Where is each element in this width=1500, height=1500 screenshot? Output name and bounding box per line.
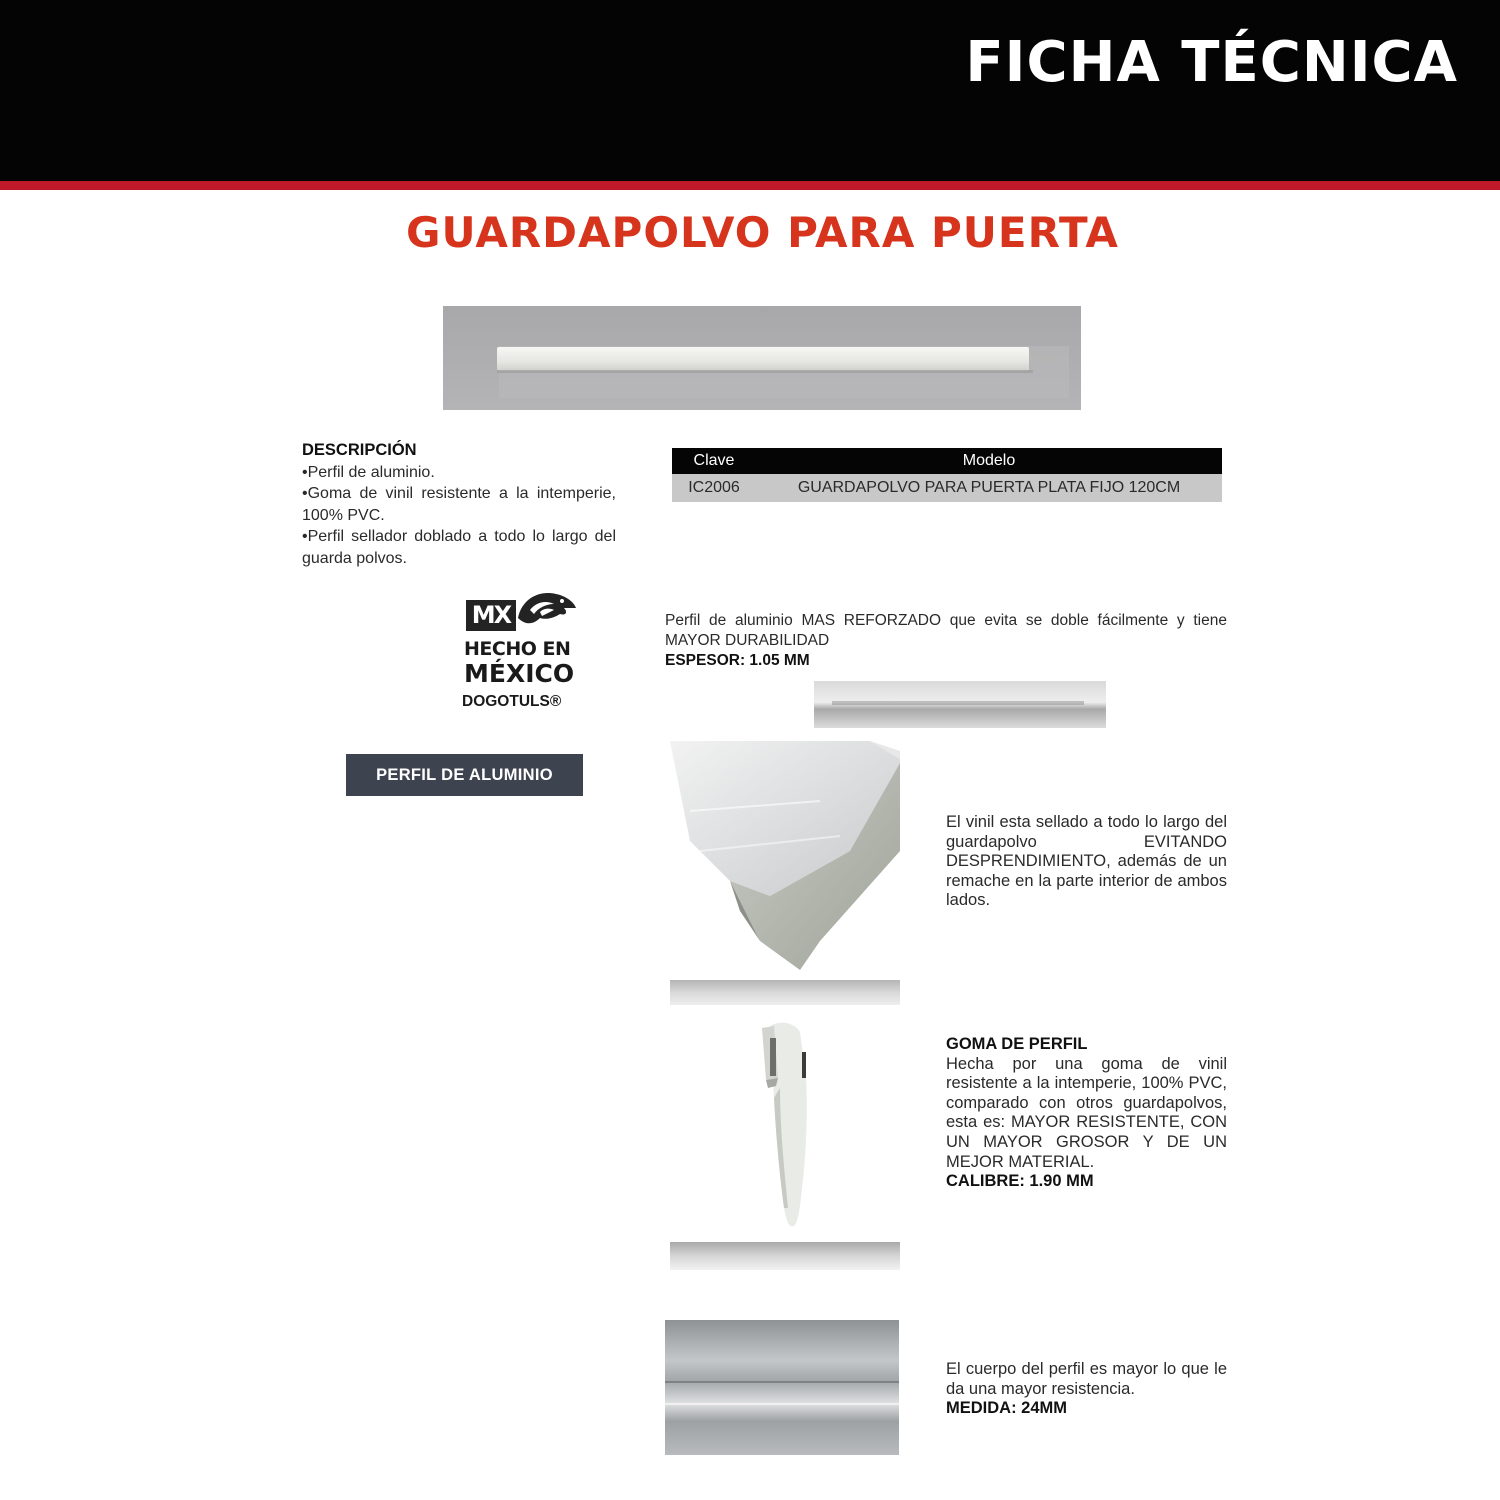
description-block — [302, 440, 616, 569]
vinil-feature — [946, 813, 1227, 911]
espesor-spec: ESPESOR: 1.05 MM — [665, 652, 810, 669]
column-header-modelo: Modelo — [756, 448, 1222, 474]
product-title: GUARDAPOLVO PARA PUERTA — [406, 208, 1119, 257]
vinil-text: El vinil esta sellado a todo lo largo del guardapolvo EVITANDO DESPRENDIMIENTO, además de un remache en la parte interior de ambos lados. — [946, 813, 1227, 910]
description-item: •Perfil sellador doblado a todo lo largo del guarda polvos. — [302, 528, 616, 567]
cell-modelo: GUARDAPOLVO PARA PUERTA PLATA FIJO 120CM — [756, 474, 1222, 502]
reforzado-text: Perfil de aluminio MAS REFORZADO que evita se doble fácilmente y tiene MAYOR DURABILIDAD — [665, 612, 1227, 649]
profile-strip-image — [670, 980, 900, 1005]
eagle-icon — [516, 588, 578, 632]
profile-strip-image — [670, 1242, 900, 1270]
profile-body-image — [665, 1320, 899, 1455]
medida-spec: MEDIDA: 24MM — [946, 1399, 1068, 1418]
rubber-profile-image — [670, 1018, 900, 1230]
goma-heading: GOMA DE PERFIL — [946, 1035, 1088, 1053]
reforzado-feature — [665, 611, 1227, 671]
goma-text: Hecha por una goma de vinil resistente a la intemperie, 100% PVC, comparado con otros guardapolvos, esta es: MAYOR RESISTENTE, CON UN MAYOR GROSOR Y DE UN MEJOR MATERIAL. — [946, 1054, 1227, 1171]
column-header-clave: Clave — [672, 448, 756, 474]
table-row — [672, 474, 1222, 502]
cuerpo-feature — [946, 1360, 1227, 1419]
perfil-de-aluminio-button[interactable]: PERFIL DE ALUMINIO — [346, 754, 583, 796]
vinyl-seal-closeup-image — [670, 741, 900, 970]
description-item: •Goma de vinil resistente a la intemperie, 100% PVC. — [302, 485, 616, 524]
brand-name: DOGOTULS® — [462, 693, 562, 710]
cell-clave: IC2006 — [672, 474, 756, 502]
header-accent-stripe — [0, 181, 1500, 190]
mx-badge: MX — [466, 600, 516, 631]
description-heading: DESCRIPCIÓN — [302, 441, 417, 459]
aluminum-profile-thin-image — [814, 681, 1106, 728]
table-header-row — [672, 448, 1222, 474]
goma-feature — [946, 1035, 1227, 1192]
product-hero-image — [443, 306, 1081, 410]
calibre-spec: CALIBRE: 1.90 MM — [946, 1172, 1094, 1191]
header-bar — [0, 0, 1500, 181]
hecho-en-mexico-logo — [462, 588, 582, 714]
cuerpo-text: El cuerpo del perfil es mayor lo que le da una mayor resistencia. — [946, 1360, 1227, 1398]
page-title: FICHA TÉCNICA — [965, 30, 1458, 95]
hecho-en-text: HECHO EN — [464, 638, 571, 660]
description-item: •Perfil de aluminio. — [302, 463, 435, 481]
spec-table — [672, 448, 1222, 502]
mexico-text: MÉXICO — [464, 659, 575, 688]
